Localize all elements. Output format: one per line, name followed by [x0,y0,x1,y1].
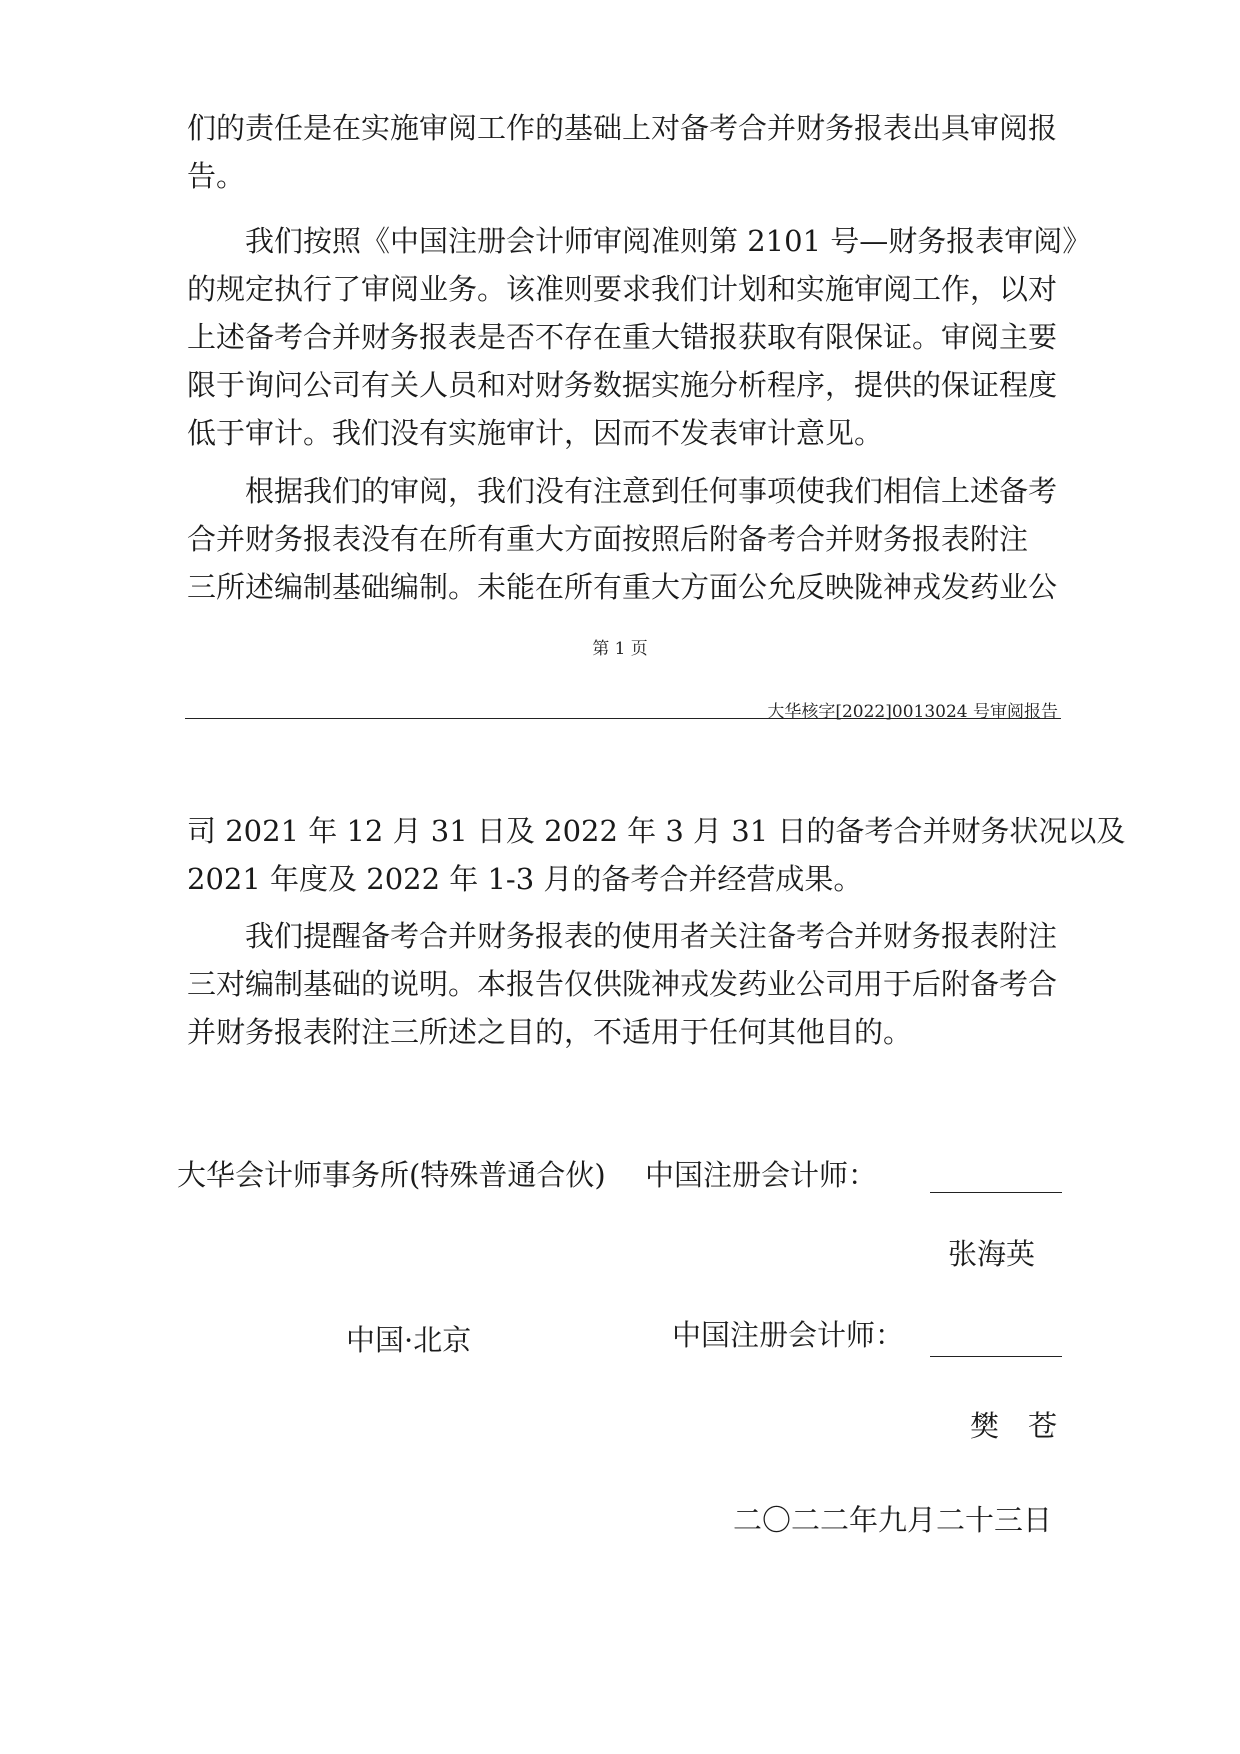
signature-line-2 [930,1356,1062,1357]
page1-paragraph-3 [187,467,1067,611]
text-line: 司 2021 年 12 月 31 日及 2022 年 3 月 31 日的备考合并财务状况以及 [187,814,1126,848]
text-line: 并财务报表附注三所述之目的，不适用于任何其他目的。 [187,1015,913,1049]
cpa-label-2: 中国注册会计师： [672,1318,905,1352]
audit-firm-name: 大华会计师事务所(特殊普通合伙) [177,1158,606,1192]
text-line: 告。 [187,159,246,193]
text-line: 低于审计。我们没有实施审计，因而不发表审计意见。 [187,416,884,450]
firm-location: 中国·北京 [346,1323,472,1357]
page2-paragraph-2 [187,912,1067,1056]
text-line: 我们按照《中国注册会计师审阅准则第 2101 号—财务报表审阅》 [245,224,1092,258]
text-line: 们的责任是在实施审阅工作的基础上对备考合并财务报表出具审阅报 [187,111,1058,145]
page1-paragraph-1 [187,104,1067,200]
text-line: 我们提醒备考合并财务报表的使用者关注备考合并财务报表附注 [245,919,1058,953]
report-date: 二〇二二年九月二十三日 [733,1503,1053,1537]
page-number: 第 1 页 [592,639,648,659]
text-line: 合并财务报表没有在所有重大方面按照后附备考合并财务报表附注 [187,522,1029,556]
cpa-label-1: 中国注册会计师： [645,1158,878,1192]
report-reference-header: 大华核字[2022]0013024 号审阅报告 [767,702,1058,722]
page1-paragraph-2 [187,217,1092,457]
text-line: 三所述编制基础编制。未能在所有重大方面公允反映陇神戎发药业公 [187,570,1058,604]
cpa-name-1: 张海英 [948,1237,1036,1271]
text-line: 根据我们的审阅，我们没有注意到任何事项使我们相信上述备考 [245,474,1058,508]
text-line: 限于询问公司有关人员和对财务数据实施分析程序，提供的保证程度 [187,368,1058,402]
cpa-name-2: 樊 苍 [970,1409,1058,1443]
text-line: 的规定执行了审阅业务。该准则要求我们计划和实施审阅工作，以对 [187,272,1058,306]
signature-line-1 [930,1192,1062,1193]
text-line: 2021 年度及 2022 年 1-3 月的备考合并经营成果。 [187,862,863,896]
text-line: 上述备考合并财务报表是否不存在重大错报获取有限保证。审阅主要 [187,320,1058,354]
text-line: 三对编制基础的说明。本报告仅供陇神戎发药业公司用于后附备考合 [187,967,1058,1001]
page2-paragraph-1 [187,807,1126,903]
header-divider [185,718,1061,719]
